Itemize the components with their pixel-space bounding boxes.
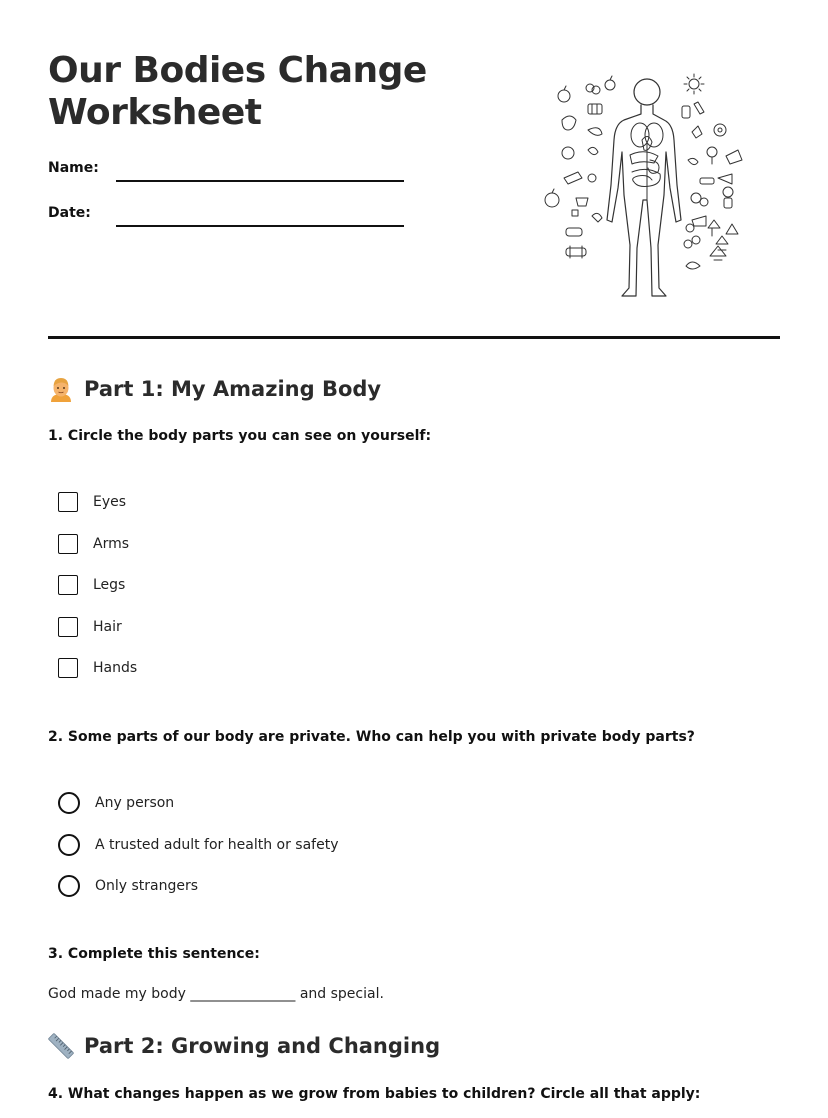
option-label: Hands [93,660,138,676]
date-label: Date: [48,205,91,221]
worksheet-title [48,50,427,134]
name-field[interactable] [116,180,404,182]
option-only-strangers[interactable] [58,875,198,897]
option-hands[interactable] [58,658,137,678]
option-label: Eyes [93,494,127,510]
option-hair[interactable] [58,617,122,637]
ruler-emoji-icon [48,1033,74,1059]
checkbox[interactable] [58,492,78,512]
option-legs[interactable] [58,575,125,595]
internal-organs [630,123,663,200]
part2-heading [48,1033,440,1059]
option-eyes[interactable] [58,492,126,512]
title-line-1: Our Bodies Change [48,50,427,91]
option-label: Legs [93,577,126,593]
date-field[interactable] [116,225,404,227]
option-any-person[interactable] [58,792,174,814]
option-trusted-adult[interactable] [58,834,338,856]
section-divider [48,336,780,339]
title-line-2: Worksheet [48,92,262,133]
part2-heading-text: Part 2: Growing and Changing [84,1034,441,1058]
checkbox[interactable] [58,534,78,554]
radio-button[interactable] [58,875,80,897]
food-icons-left [545,76,615,258]
option-label: Arms [93,536,130,552]
option-label: Any person [95,795,175,811]
question-1: 1. Circle the body parts you can see on yourself: [48,428,432,444]
option-arms[interactable] [58,534,129,554]
option-label: Only strangers [95,878,199,894]
checkbox[interactable] [58,658,78,678]
checkbox[interactable] [58,575,78,595]
question-4: 4. What changes happen as we grow from babies to children? Circle all that apply: [48,1086,701,1102]
body-illustration [512,60,772,315]
fill-in-sentence: God made my body _______________ and special. [48,986,384,1002]
name-label: Name: [48,160,99,176]
food-icons-right [682,74,742,269]
part1-heading-text: Part 1: My Amazing Body [84,377,382,401]
question-2: 2. Some parts of our body are private. Who can help you with private body parts? [48,729,695,745]
checkbox[interactable] [58,617,78,637]
option-label: Hair [93,619,122,635]
question-3: 3. Complete this sentence: [48,946,260,962]
option-label: A trusted adult for health or safety [95,837,339,853]
radio-button[interactable] [58,834,80,856]
human-body-outline [607,79,681,296]
part1-heading [48,376,381,402]
radio-button[interactable] [58,792,80,814]
person-emoji-icon [48,376,74,402]
